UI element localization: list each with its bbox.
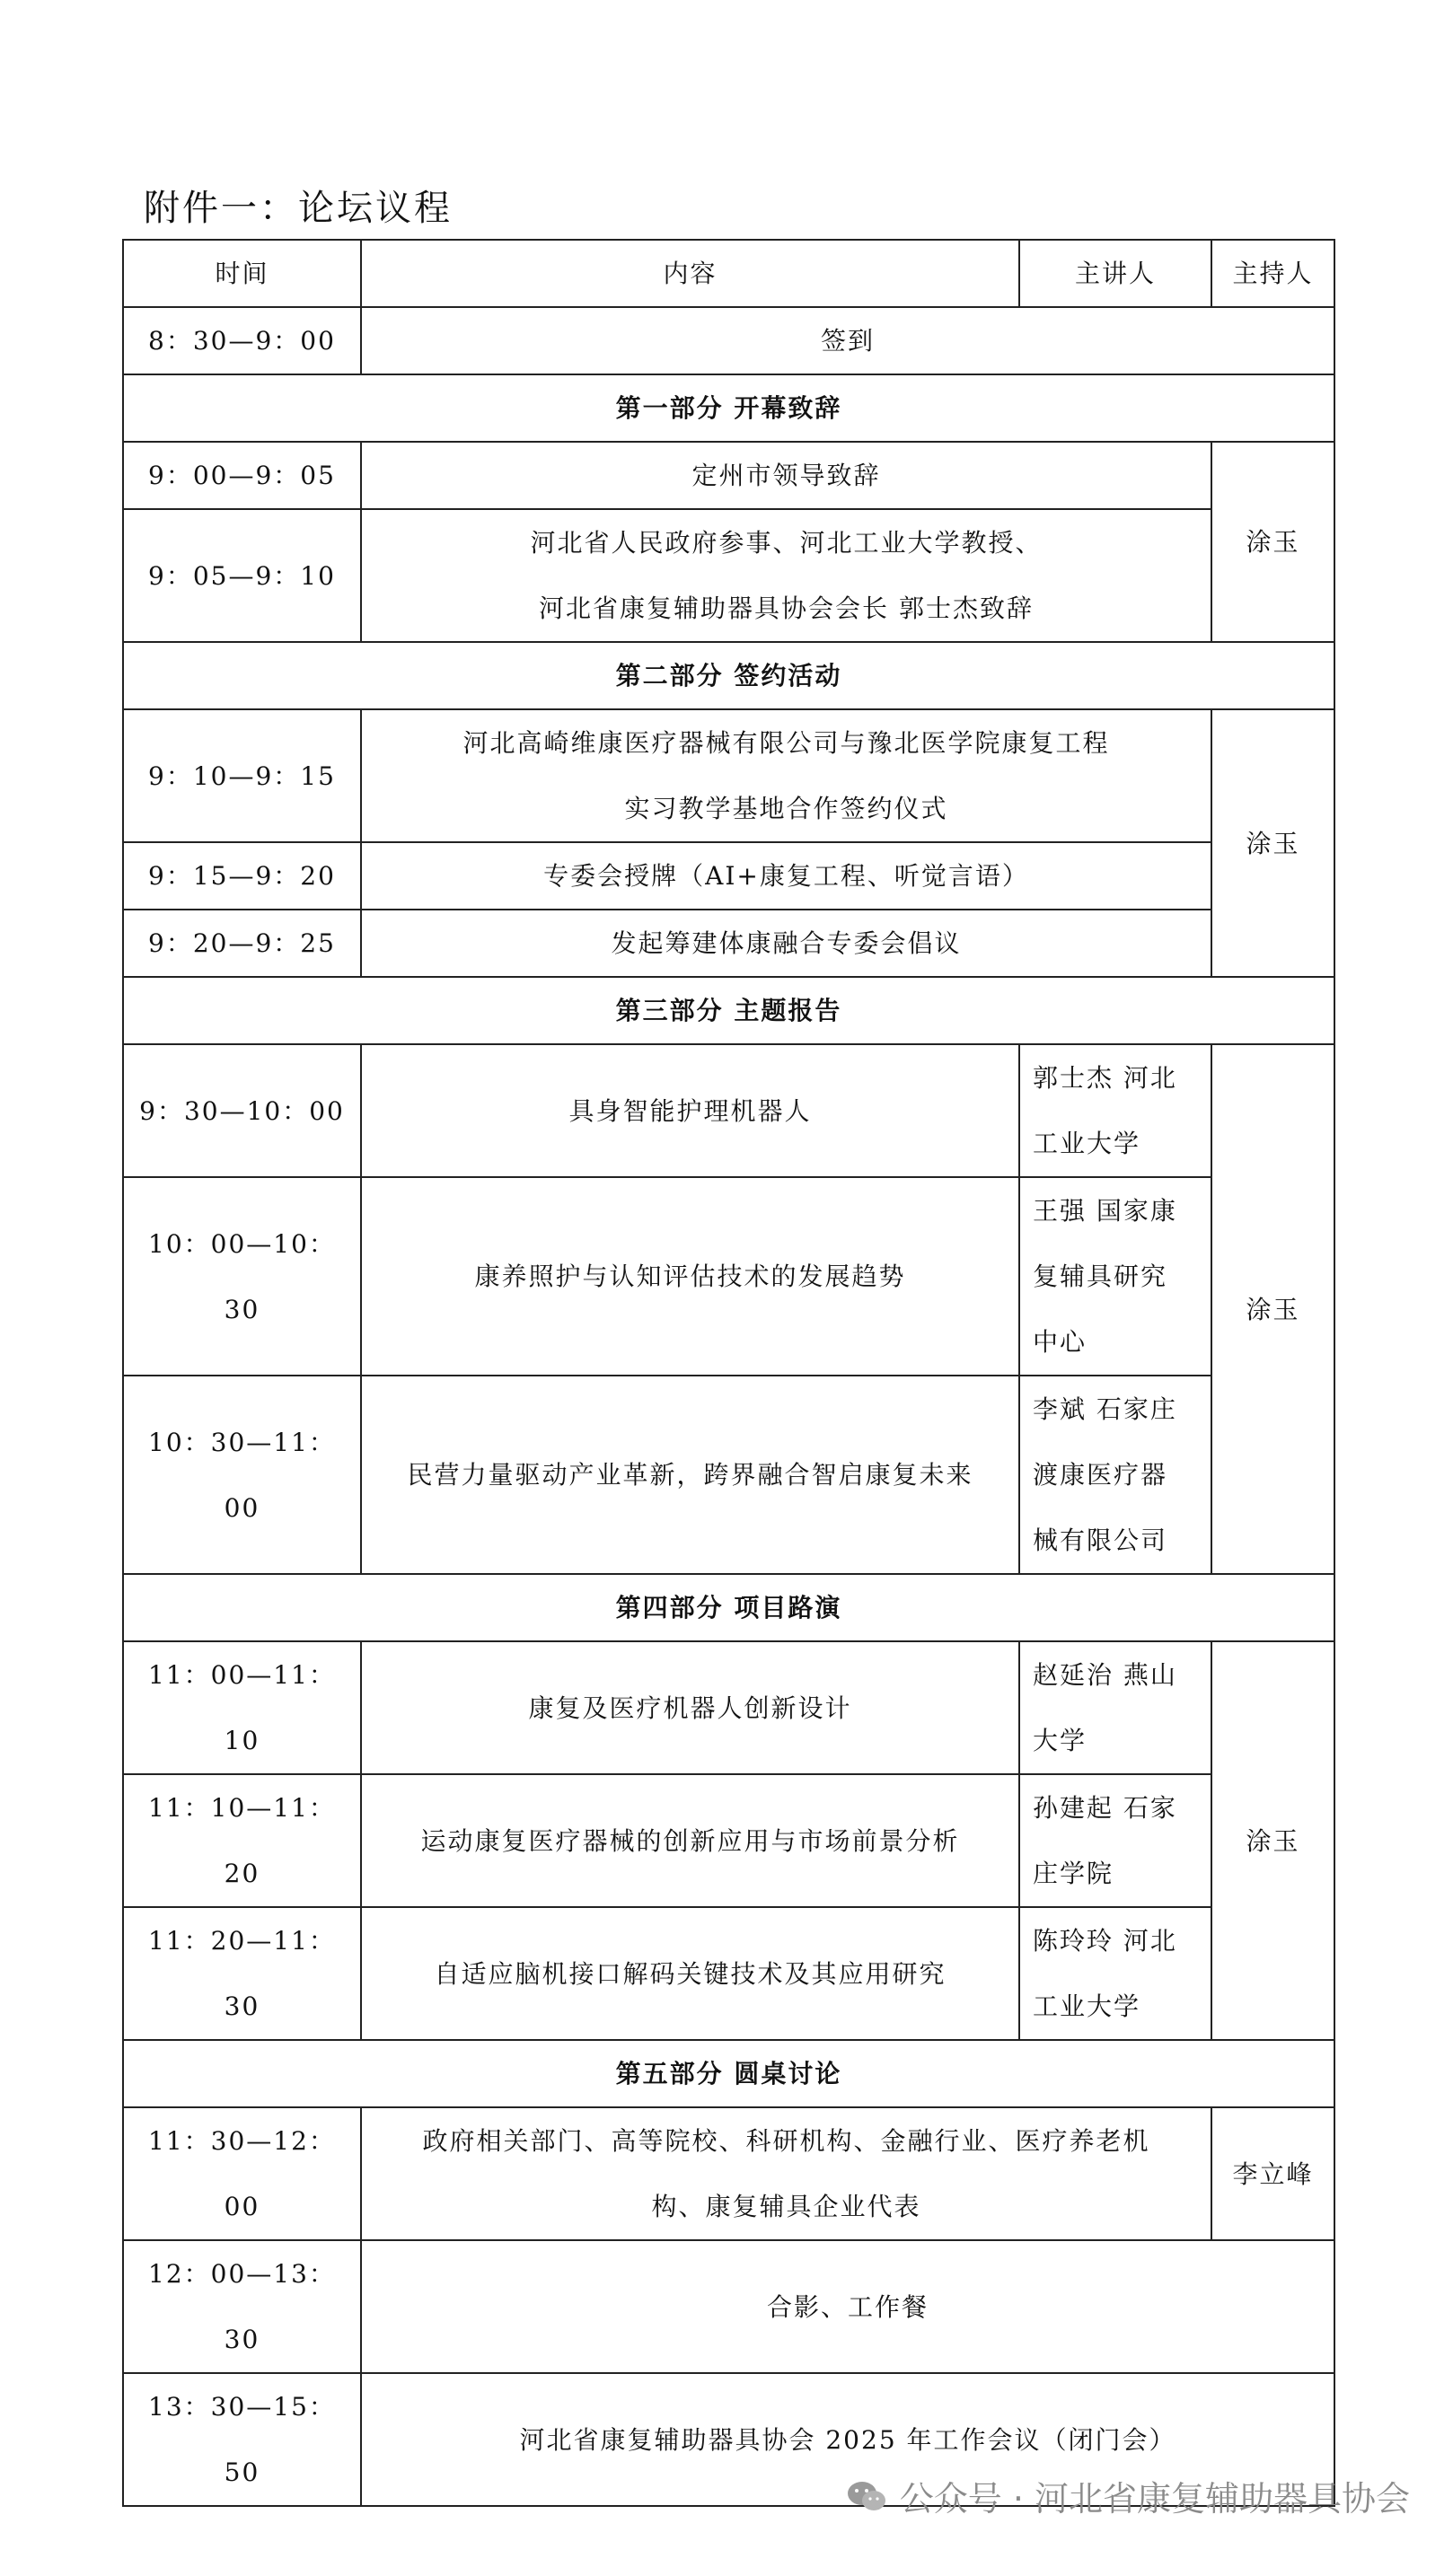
- section-row: [123, 2040, 1334, 2107]
- content-cell: 具身智能护理机器人: [361, 1044, 1019, 1177]
- content-cell: 运动康复医疗器械的创新应用与市场前景分析: [361, 1774, 1019, 1907]
- table-row: [123, 442, 1334, 509]
- table-row: [123, 509, 1334, 642]
- time-cell: 10：30—11：00: [123, 1376, 361, 1574]
- speaker-line: 李斌 石家庄: [1033, 1394, 1177, 1424]
- speaker-line: 王强 国家康: [1033, 1196, 1177, 1226]
- time-cell: 11：10—11：20: [123, 1774, 361, 1907]
- speaker-line: 赵延治 燕山: [1033, 1660, 1177, 1690]
- time-cell: 11：00—11：10: [123, 1641, 361, 1774]
- speaker-cell: [1019, 1177, 1211, 1376]
- speaker-cell: [1019, 1044, 1211, 1177]
- content-line: 河北省人民政府参事、河北工业大学教授、: [530, 528, 1043, 558]
- content-cell: 签到: [361, 307, 1334, 374]
- section-title: 第三部分 主题报告: [123, 977, 1334, 1044]
- time-cell: 10：00—10：30: [123, 1177, 361, 1376]
- table-row: [123, 910, 1334, 977]
- time-cell: 9：05—9：10: [123, 509, 361, 642]
- header-host: 主持人: [1211, 240, 1334, 307]
- speaker-line: 工业大学: [1033, 1991, 1141, 2021]
- content-cell: 康养照护与认知评估技术的发展趋势: [361, 1177, 1019, 1376]
- content-cell: 民营力量驱动产业革新，跨界融合智启康复未来: [361, 1376, 1019, 1574]
- content-line: 河北省康复辅助器具协会会长 郭士杰致辞: [539, 593, 1034, 623]
- content-cell: [361, 709, 1211, 842]
- content-cell: 合影、工作餐: [361, 2240, 1334, 2373]
- speaker-line: 郭士杰 河北: [1033, 1063, 1177, 1093]
- speaker-cell: [1019, 1907, 1211, 2040]
- table-row: [123, 2107, 1334, 2240]
- speaker-line: 复辅具研究: [1033, 1262, 1168, 1291]
- speaker-cell: [1019, 1376, 1211, 1574]
- header-row: [123, 240, 1334, 307]
- table-row: [123, 1044, 1334, 1177]
- section-row: [123, 642, 1334, 709]
- content-cell: 自适应脑机接口解码关键技术及其应用研究: [361, 1907, 1019, 2040]
- time-cell: 9：20—9：25: [123, 910, 361, 977]
- speaker-cell: [1019, 1641, 1211, 1774]
- footer-text: 公众号 · 河北省康复辅助器具协会: [899, 2479, 1410, 2519]
- section-title: 第四部分 项目路演: [123, 1574, 1334, 1641]
- wechat-icon: [846, 2479, 887, 2513]
- content-cell: [361, 2107, 1211, 2240]
- content-line: 政府相关部门、高等院校、科研机构、金融行业、医疗养老机: [422, 2126, 1150, 2156]
- time-cell: 8：30—9：00: [123, 307, 361, 374]
- section-row: [123, 1574, 1334, 1641]
- table-row: [123, 1177, 1334, 1376]
- speaker-line: 工业大学: [1033, 1129, 1141, 1158]
- header-speaker: 主讲人: [1019, 240, 1211, 307]
- table-row: [123, 307, 1334, 374]
- table-row: [123, 1641, 1334, 1774]
- table-row: [123, 1907, 1334, 2040]
- section-title: 第五部分 圆桌讨论: [123, 2040, 1334, 2107]
- section-row: [123, 374, 1334, 442]
- table-row: [123, 709, 1334, 842]
- content-cell: 专委会授牌（AI+康复工程、听觉言语）: [361, 842, 1211, 910]
- time-cell: 9：10—9：15: [123, 709, 361, 842]
- table-row: [123, 1376, 1334, 1574]
- agenda-table: [122, 239, 1335, 2507]
- time-cell: 13：30—15：50: [123, 2373, 361, 2506]
- time-cell: 12：00—13：30: [123, 2240, 361, 2373]
- host-cell: 李立峰: [1211, 2107, 1334, 2240]
- content-line: 构、康复辅具企业代表: [651, 2192, 921, 2221]
- speaker-line: 中心: [1033, 1327, 1088, 1357]
- speaker-cell: [1019, 1774, 1211, 1907]
- content-cell: 定州市领导致辞: [361, 442, 1211, 509]
- footer-watermark: [846, 2471, 1410, 2520]
- section-title: 第一部分 开幕致辞: [123, 374, 1334, 442]
- speaker-line: 孙建起 石家: [1033, 1793, 1177, 1823]
- content-line: 河北高崎维康医疗器械有限公司与豫北医学院康复工程: [462, 728, 1110, 758]
- time-cell: 9：15—9：20: [123, 842, 361, 910]
- speaker-line: 庄学院: [1033, 1859, 1114, 1888]
- host-cell: 涂玉: [1211, 442, 1334, 642]
- content-cell: 河北省康复辅助器具协会 2025 年工作会议（闭门会）: [361, 2373, 1334, 2506]
- header-time: 时间: [123, 240, 361, 307]
- speaker-line: 渡康医疗器: [1033, 1460, 1168, 1490]
- host-cell: 涂玉: [1211, 1641, 1334, 2040]
- time-cell: 9：00—9：05: [123, 442, 361, 509]
- section-title: 第二部分 签约活动: [123, 642, 1334, 709]
- page-title: 附件一：论坛议程: [144, 188, 453, 229]
- table-row: [123, 842, 1334, 910]
- time-cell: 11：20—11：30: [123, 1907, 361, 2040]
- section-row: [123, 977, 1334, 1044]
- host-cell: 涂玉: [1211, 1044, 1334, 1574]
- header-content: 内容: [361, 240, 1019, 307]
- content-cell: [361, 509, 1211, 642]
- content-cell: 发起筹建体康融合专委会倡议: [361, 910, 1211, 977]
- time-cell: 9：30—10：00: [123, 1044, 361, 1177]
- content-line: 实习教学基地合作签约仪式: [624, 794, 948, 823]
- table-row: [123, 1774, 1334, 1907]
- speaker-line: 械有限公司: [1033, 1525, 1168, 1555]
- speaker-line: 陈玲玲 河北: [1033, 1926, 1177, 1956]
- content-cell: 康复及医疗机器人创新设计: [361, 1641, 1019, 1774]
- time-cell: 11：30—12：00: [123, 2107, 361, 2240]
- speaker-line: 大学: [1033, 1726, 1088, 1755]
- table-row: [123, 2240, 1334, 2373]
- host-cell: 涂玉: [1211, 709, 1334, 977]
